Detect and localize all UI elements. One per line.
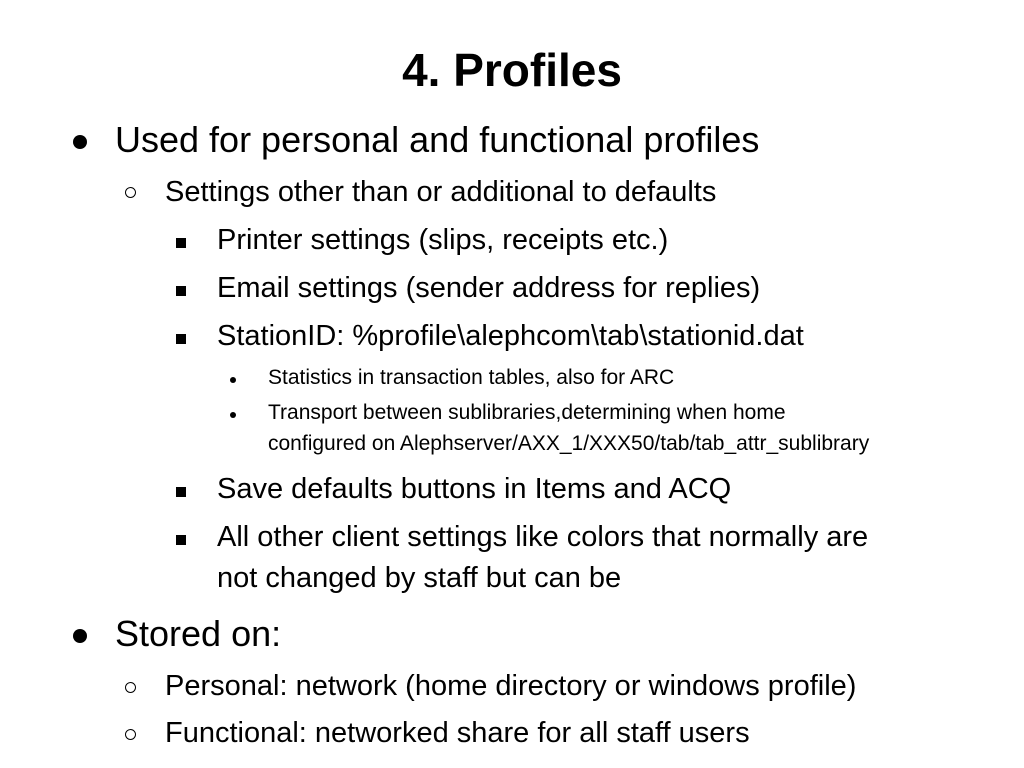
level2-bullet-icon — [125, 729, 136, 740]
bullet-level3: Save defaults buttons in Items and ACQ — [217, 473, 732, 505]
level1-bullet-icon — [73, 135, 87, 149]
bullet-level1: Stored on: — [115, 613, 282, 654]
level2-bullet-icon — [125, 682, 136, 693]
bullet-level4-line: configured on Alephserver/AXX_1/XXX50/tab/tab_attr_sublibrary — [268, 432, 870, 455]
bullet-level2: Personal: network (home directory or windows profile) — [165, 670, 857, 702]
level3-bullet-icon — [176, 487, 186, 497]
level3-bullet-icon — [176, 334, 186, 344]
level4-bullet-icon — [230, 377, 236, 383]
level3-bullet-icon — [176, 286, 186, 296]
bullet-level3-line: All other client settings like colors that normally are — [217, 521, 869, 553]
bullet-level2: Settings other than or additional to defaults — [165, 176, 717, 208]
bullet-level4-line: Transport between sublibraries,determining when home — [268, 401, 786, 424]
level2-bullet-icon — [125, 187, 136, 198]
slide-title: 4. Profiles — [402, 44, 622, 96]
bullet-level3: Email settings (sender address for replies) — [217, 272, 761, 304]
bullet-level3: Printer settings (slips, receipts etc.) — [217, 224, 669, 256]
bullet-level3-line: not changed by staff but can be — [217, 562, 622, 594]
bullet-level1: Used for personal and functional profiles — [115, 119, 760, 160]
bullet-level3: StationID: %profile\alephcom\tab\stationid.dat — [217, 320, 804, 352]
level3-bullet-icon — [176, 238, 186, 248]
level1-bullet-icon — [73, 629, 87, 643]
level4-bullet-icon — [230, 412, 236, 418]
bullet-level2: Functional: networked share for all staff users — [165, 717, 750, 749]
bullet-level4: Statistics in transaction tables, also for ARC — [268, 366, 675, 389]
level3-bullet-icon — [176, 535, 186, 545]
